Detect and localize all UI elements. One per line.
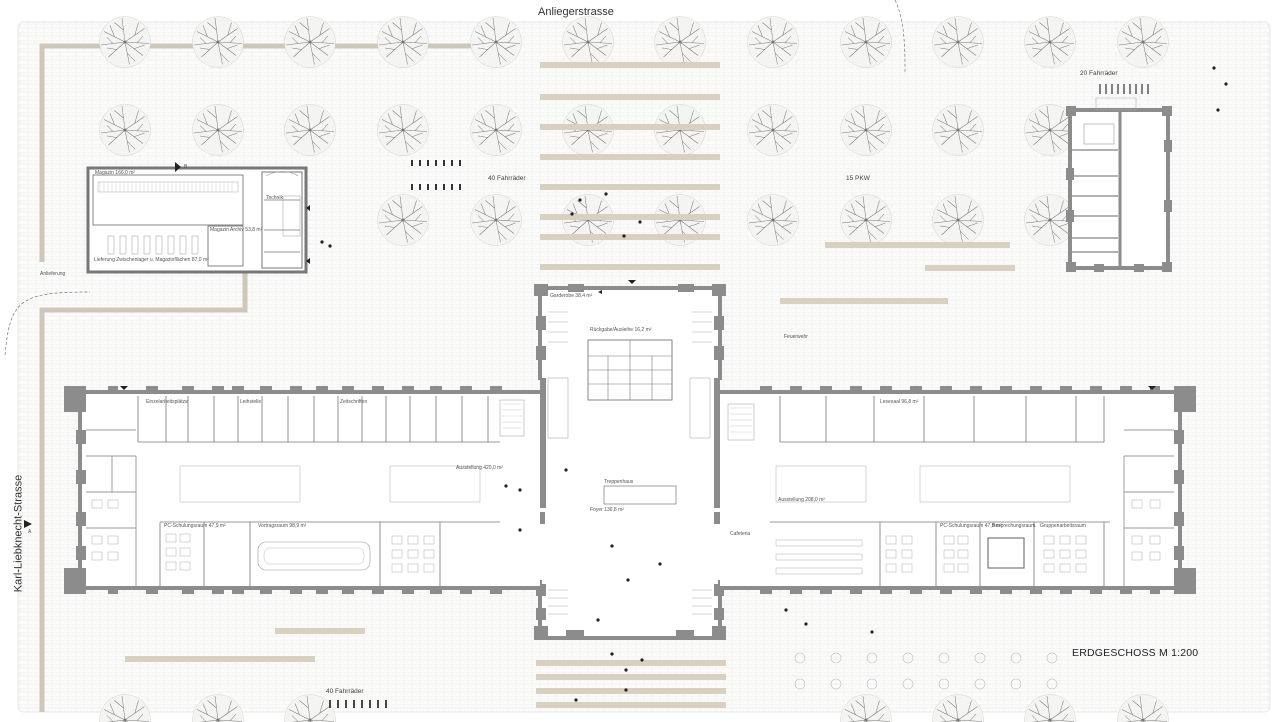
bike-label-south: 40 Fahrräder <box>326 688 364 695</box>
parking-label: 15 PKW <box>846 175 870 182</box>
annex-building <box>88 162 310 272</box>
section-marker-a: A <box>28 529 32 535</box>
plan-title: ERDGESCHOSS M 1:200 <box>1072 647 1199 659</box>
east-wing <box>720 386 1196 594</box>
room-label: Garderobe 38,4 m² <box>550 293 593 299</box>
bike-label-east: 20 Fahrräder <box>1080 70 1118 77</box>
room-label: Leihstelle <box>240 399 262 405</box>
room-label: Magazin 166,0 m² <box>95 170 136 176</box>
street-name-west: Karl-Liebknecht-Strasse <box>12 474 25 593</box>
bike-label-north: 40 Fahrräder <box>488 175 526 182</box>
room-label: Lesesaal 96,8 m² <box>880 399 919 405</box>
room-label: PC-Schulungsraum 47,9 m² <box>940 523 1002 529</box>
west-wing <box>24 386 540 594</box>
section-marker-b: B <box>184 164 188 170</box>
room-label: Magazin Archiv 53,8 m² <box>210 227 263 233</box>
room-label: Lieferung Zwischenlager u. Magazinflächen 87,0 m² <box>94 257 209 263</box>
fire-lane-label: Feuerwehr <box>784 334 808 340</box>
east-building <box>1066 98 1172 272</box>
room-label: Rückgabe/Ausleihe 16,2 m² <box>590 327 652 333</box>
room-label: Ausstellung 420,0 m² <box>456 465 503 471</box>
delivery-label: Anlieferung <box>40 271 66 277</box>
room-label: Vortragsraum 98,9 m² <box>258 523 307 529</box>
room-label: Treppenhaus <box>604 479 634 485</box>
room-label: Ausstellung 208,0 m² <box>778 497 825 503</box>
room-label: Einzelarbeitsplätze <box>146 399 188 405</box>
room-label: PC-Schulungsraum 47,9 m² <box>164 523 226 529</box>
room-label: Technik <box>266 195 283 201</box>
room-label: Zeitschriften <box>340 399 368 405</box>
room-label: Besprechungsraum <box>992 523 1036 529</box>
room-label: Gruppenarbeitsraum <box>1040 523 1086 529</box>
room-label: Foyer 136,8 m² <box>590 507 624 513</box>
street-name-north: Anliegerstrasse <box>538 6 614 18</box>
central-block <box>534 280 726 640</box>
room-label: Cafeteria <box>730 531 751 537</box>
